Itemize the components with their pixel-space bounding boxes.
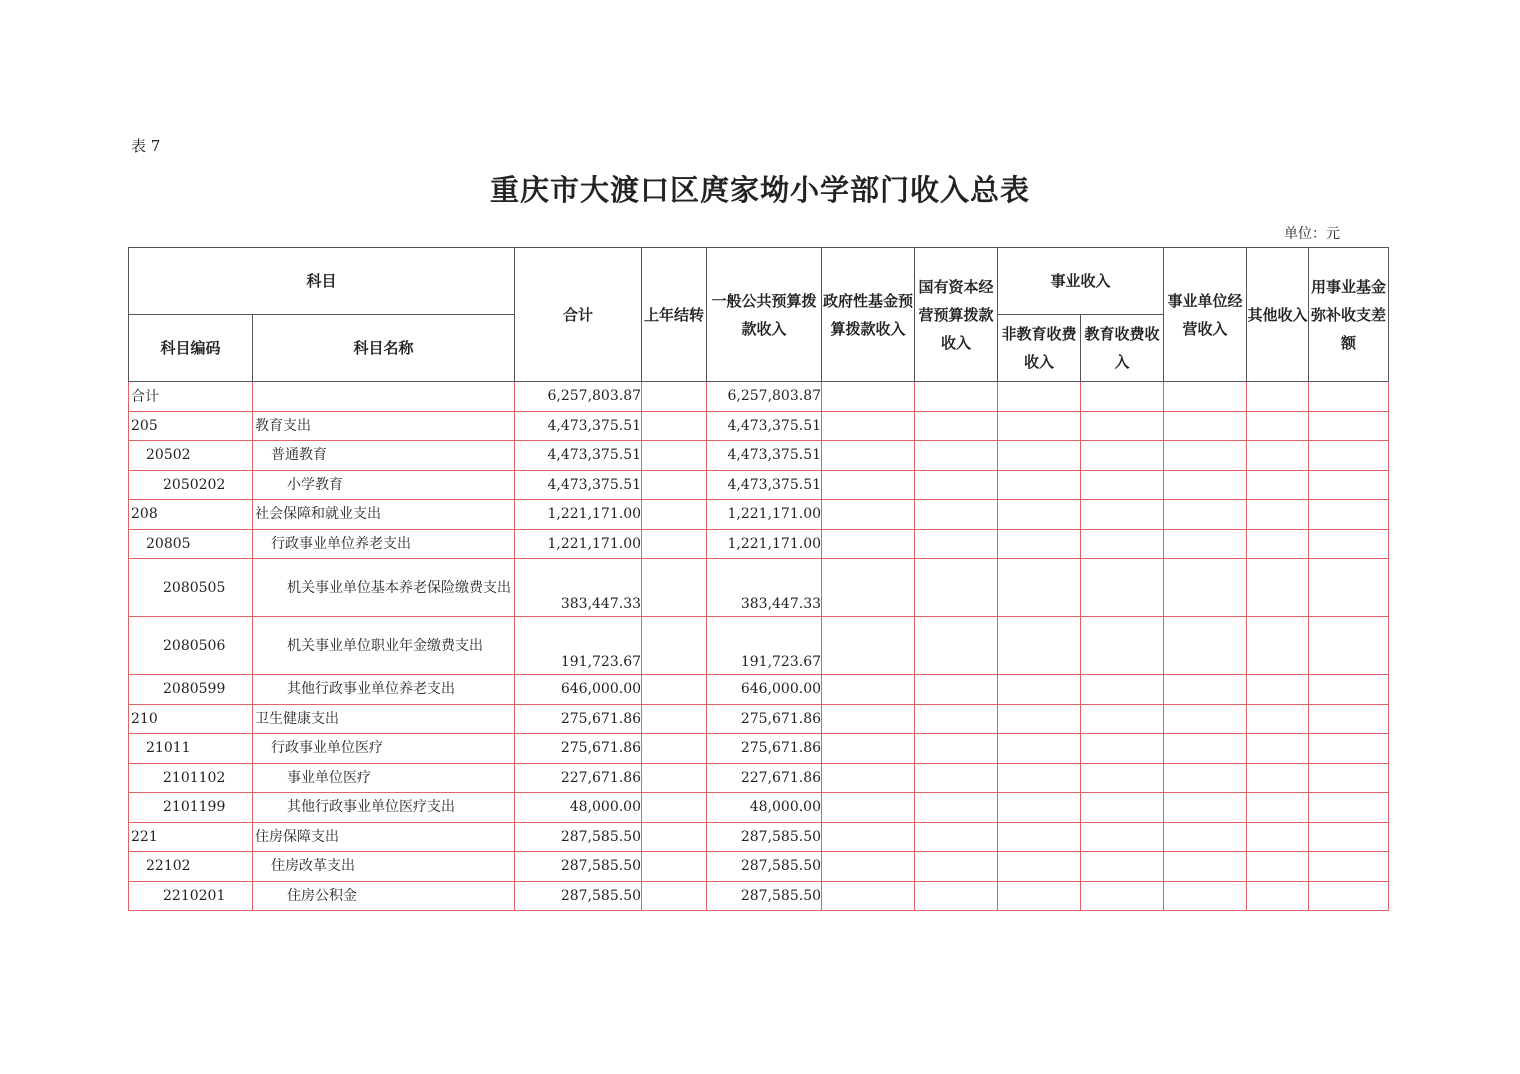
general-budget-cell: 6,257,803.87 <box>707 382 822 412</box>
total-cell: 227,671.86 <box>515 763 642 793</box>
gov-fund-cell <box>822 793 915 823</box>
gov-fund-cell <box>822 382 915 412</box>
edu-fee-cell <box>1081 881 1164 911</box>
subject-code-cell: 205 <box>129 411 253 441</box>
edu-fee-cell <box>1081 617 1164 675</box>
unit-operating-cell <box>1164 441 1247 471</box>
header-fund-balance: 用事业基金弥补收支差额 <box>1309 248 1389 382</box>
subject-code-cell: 22102 <box>129 852 253 882</box>
gov-fund-cell <box>822 617 915 675</box>
subject-name-cell <box>253 382 515 412</box>
carryover-cell <box>642 411 707 441</box>
state-capital-cell <box>915 617 998 675</box>
unit-operating-cell <box>1164 411 1247 441</box>
total-cell: 4,473,375.51 <box>515 441 642 471</box>
unit-operating-cell <box>1164 763 1247 793</box>
subject-code-cell: 2101102 <box>129 763 253 793</box>
state-capital-cell <box>915 441 998 471</box>
total-cell: 1,221,171.00 <box>515 500 642 530</box>
header-carryover: 上年结转 <box>642 248 707 382</box>
fund-balance-cell <box>1309 500 1389 530</box>
header-other: 其他收入 <box>1247 248 1309 382</box>
subject-name-cell: 机关事业单位职业年金缴费支出 <box>253 617 515 675</box>
unit-operating-cell <box>1164 881 1247 911</box>
unit-operating-cell <box>1164 822 1247 852</box>
non-edu-fee-cell <box>998 793 1081 823</box>
state-capital-cell <box>915 881 998 911</box>
gov-fund-cell <box>822 734 915 764</box>
other-income-cell <box>1247 441 1309 471</box>
gov-fund-cell <box>822 411 915 441</box>
state-capital-cell <box>915 500 998 530</box>
subject-code-cell: 208 <box>129 500 253 530</box>
other-income-cell <box>1247 382 1309 412</box>
subject-code-cell: 210 <box>129 704 253 734</box>
edu-fee-cell <box>1081 382 1164 412</box>
unit-operating-cell <box>1164 559 1247 617</box>
fund-balance-cell <box>1309 617 1389 675</box>
table-row <box>129 852 1389 882</box>
income-summary-table <box>128 247 1389 911</box>
edu-fee-cell <box>1081 793 1164 823</box>
other-income-cell <box>1247 500 1309 530</box>
gov-fund-cell <box>822 763 915 793</box>
other-income-cell <box>1247 793 1309 823</box>
edu-fee-cell <box>1081 500 1164 530</box>
subject-code-cell: 2050202 <box>129 470 253 500</box>
fund-balance-cell <box>1309 382 1389 412</box>
edu-fee-cell <box>1081 675 1164 705</box>
non-edu-fee-cell <box>998 852 1081 882</box>
subject-code-cell: 21011 <box>129 734 253 764</box>
total-cell: 646,000.00 <box>515 675 642 705</box>
fund-balance-cell <box>1309 411 1389 441</box>
table-row <box>129 500 1389 530</box>
fund-balance-cell <box>1309 822 1389 852</box>
state-capital-cell <box>915 763 998 793</box>
other-income-cell <box>1247 470 1309 500</box>
fund-balance-cell <box>1309 470 1389 500</box>
carryover-cell <box>642 822 707 852</box>
edu-fee-cell <box>1081 822 1164 852</box>
total-cell: 1,221,171.00 <box>515 529 642 559</box>
subject-name-cell: 机关事业单位基本养老保险缴费支出 <box>253 559 515 617</box>
subject-code-cell: 2080505 <box>129 559 253 617</box>
header-general-budget: 一般公共预算拨款收入 <box>707 248 822 382</box>
unit-operating-cell <box>1164 675 1247 705</box>
unit-operating-cell <box>1164 617 1247 675</box>
subject-code-cell: 20502 <box>129 441 253 471</box>
edu-fee-cell <box>1081 470 1164 500</box>
gov-fund-cell <box>822 559 915 617</box>
fund-balance-cell <box>1309 734 1389 764</box>
edu-fee-cell <box>1081 529 1164 559</box>
table-body <box>129 382 1389 911</box>
unit-label: 单位：元 <box>1284 226 1340 242</box>
other-income-cell <box>1247 411 1309 441</box>
table-row <box>129 704 1389 734</box>
non-edu-fee-cell <box>998 382 1081 412</box>
state-capital-cell <box>915 704 998 734</box>
header-undertaking: 事业收入 <box>998 248 1164 315</box>
general-budget-cell: 1,221,171.00 <box>707 529 822 559</box>
non-edu-fee-cell <box>998 734 1081 764</box>
total-cell: 275,671.86 <box>515 704 642 734</box>
subject-name-cell: 行政事业单位医疗 <box>253 734 515 764</box>
edu-fee-cell <box>1081 852 1164 882</box>
subject-name-cell: 小学教育 <box>253 470 515 500</box>
state-capital-cell <box>915 411 998 441</box>
total-cell: 48,000.00 <box>515 793 642 823</box>
gov-fund-cell <box>822 529 915 559</box>
unit-operating-cell <box>1164 470 1247 500</box>
fund-balance-cell <box>1309 675 1389 705</box>
edu-fee-cell <box>1081 411 1164 441</box>
carryover-cell <box>642 617 707 675</box>
non-edu-fee-cell <box>998 675 1081 705</box>
fund-balance-cell <box>1309 704 1389 734</box>
carryover-cell <box>642 529 707 559</box>
subject-name-cell: 社会保障和就业支出 <box>253 500 515 530</box>
total-cell: 287,585.50 <box>515 852 642 882</box>
edu-fee-cell <box>1081 441 1164 471</box>
table-row <box>129 763 1389 793</box>
general-budget-cell: 4,473,375.51 <box>707 470 822 500</box>
general-budget-cell: 191,723.67 <box>707 617 822 675</box>
edu-fee-cell <box>1081 763 1164 793</box>
total-cell: 287,585.50 <box>515 881 642 911</box>
edu-fee-cell <box>1081 734 1164 764</box>
state-capital-cell <box>915 470 998 500</box>
state-capital-cell <box>915 559 998 617</box>
fund-balance-cell <box>1309 793 1389 823</box>
subject-name-cell: 事业单位医疗 <box>253 763 515 793</box>
state-capital-cell <box>915 675 998 705</box>
subject-name-cell: 其他行政事业单位医疗支出 <box>253 793 515 823</box>
non-edu-fee-cell <box>998 822 1081 852</box>
gov-fund-cell <box>822 881 915 911</box>
other-income-cell <box>1247 881 1309 911</box>
fund-balance-cell <box>1309 529 1389 559</box>
table-row <box>129 734 1389 764</box>
fund-balance-cell <box>1309 559 1389 617</box>
state-capital-cell <box>915 822 998 852</box>
subject-code-cell: 2080599 <box>129 675 253 705</box>
table-row <box>129 411 1389 441</box>
state-capital-cell <box>915 852 998 882</box>
state-capital-cell <box>915 793 998 823</box>
subject-name-cell: 住房改革支出 <box>253 852 515 882</box>
subject-code-cell: 221 <box>129 822 253 852</box>
general-budget-cell: 4,473,375.51 <box>707 411 822 441</box>
header-gov-fund: 政府性基金预算拨款收入 <box>822 248 915 382</box>
subject-code-cell: 2080506 <box>129 617 253 675</box>
carryover-cell <box>642 500 707 530</box>
non-edu-fee-cell <box>998 441 1081 471</box>
subject-code-cell: 2101199 <box>129 793 253 823</box>
non-edu-fee-cell <box>998 411 1081 441</box>
subject-code-cell: 20805 <box>129 529 253 559</box>
table-row <box>129 822 1389 852</box>
other-income-cell <box>1247 734 1309 764</box>
gov-fund-cell <box>822 441 915 471</box>
subject-name-cell: 住房公积金 <box>253 881 515 911</box>
table-header <box>129 248 1389 382</box>
carryover-cell <box>642 793 707 823</box>
other-income-cell <box>1247 763 1309 793</box>
header-subject: 科目 <box>129 248 515 315</box>
non-edu-fee-cell <box>998 617 1081 675</box>
non-edu-fee-cell <box>998 881 1081 911</box>
header-unit-operating: 事业单位经营收入 <box>1164 248 1247 382</box>
gov-fund-cell <box>822 822 915 852</box>
carryover-cell <box>642 734 707 764</box>
other-income-cell <box>1247 822 1309 852</box>
table-row <box>129 881 1389 911</box>
other-income-cell <box>1247 529 1309 559</box>
fund-balance-cell <box>1309 441 1389 471</box>
gov-fund-cell <box>822 852 915 882</box>
other-income-cell <box>1247 852 1309 882</box>
general-budget-cell: 1,221,171.00 <box>707 500 822 530</box>
table-row <box>129 793 1389 823</box>
subject-name-cell: 教育支出 <box>253 411 515 441</box>
header-state-capital: 国有资本经营预算拨款收入 <box>915 248 998 382</box>
general-budget-cell: 383,447.33 <box>707 559 822 617</box>
general-budget-cell: 275,671.86 <box>707 704 822 734</box>
edu-fee-cell <box>1081 704 1164 734</box>
edu-fee-cell <box>1081 559 1164 617</box>
total-cell: 287,585.50 <box>515 822 642 852</box>
header-non-edu-fee: 非教育收费收入 <box>998 315 1081 382</box>
general-budget-cell: 287,585.50 <box>707 822 822 852</box>
non-edu-fee-cell <box>998 763 1081 793</box>
other-income-cell <box>1247 675 1309 705</box>
subject-name-cell: 住房保障支出 <box>253 822 515 852</box>
state-capital-cell <box>915 529 998 559</box>
carryover-cell <box>642 852 707 882</box>
gov-fund-cell <box>822 470 915 500</box>
document-title: 重庆市大渡口区庹家坳小学部门收入总表 <box>489 173 1030 207</box>
subject-name-cell: 其他行政事业单位养老支出 <box>253 675 515 705</box>
fund-balance-cell <box>1309 763 1389 793</box>
table-row <box>129 441 1389 471</box>
subject-name-cell: 行政事业单位养老支出 <box>253 529 515 559</box>
unit-operating-cell <box>1164 529 1247 559</box>
header-edu-fee: 教育收费收入 <box>1081 315 1164 382</box>
other-income-cell <box>1247 704 1309 734</box>
general-budget-cell: 287,585.50 <box>707 881 822 911</box>
non-edu-fee-cell <box>998 559 1081 617</box>
general-budget-cell: 48,000.00 <box>707 793 822 823</box>
carryover-cell <box>642 470 707 500</box>
gov-fund-cell <box>822 675 915 705</box>
table-row <box>129 675 1389 705</box>
table-row <box>129 470 1389 500</box>
unit-operating-cell <box>1164 793 1247 823</box>
table-number: 表 7 <box>131 137 161 155</box>
total-cell: 191,723.67 <box>515 617 642 675</box>
non-edu-fee-cell <box>998 704 1081 734</box>
carryover-cell <box>642 763 707 793</box>
fund-balance-cell <box>1309 852 1389 882</box>
table-row <box>129 617 1389 675</box>
subject-name-cell: 卫生健康支出 <box>253 704 515 734</box>
header-total: 合计 <box>515 248 642 382</box>
gov-fund-cell <box>822 500 915 530</box>
unit-operating-cell <box>1164 704 1247 734</box>
non-edu-fee-cell <box>998 529 1081 559</box>
total-cell: 383,447.33 <box>515 559 642 617</box>
general-budget-cell: 227,671.86 <box>707 763 822 793</box>
gov-fund-cell <box>822 704 915 734</box>
fund-balance-cell <box>1309 881 1389 911</box>
carryover-cell <box>642 441 707 471</box>
unit-operating-cell <box>1164 500 1247 530</box>
non-edu-fee-cell <box>998 470 1081 500</box>
subject-code-cell: 合计 <box>129 382 253 412</box>
carryover-cell <box>642 382 707 412</box>
header-name: 科目名称 <box>253 315 515 382</box>
carryover-cell <box>642 559 707 617</box>
unit-operating-cell <box>1164 734 1247 764</box>
total-cell: 6,257,803.87 <box>515 382 642 412</box>
total-cell: 4,473,375.51 <box>515 470 642 500</box>
total-cell: 4,473,375.51 <box>515 411 642 441</box>
subject-code-cell: 2210201 <box>129 881 253 911</box>
header-code: 科目编码 <box>129 315 253 382</box>
other-income-cell <box>1247 617 1309 675</box>
other-income-cell <box>1247 559 1309 617</box>
carryover-cell <box>642 704 707 734</box>
table-row <box>129 529 1389 559</box>
carryover-cell <box>642 881 707 911</box>
general-budget-cell: 287,585.50 <box>707 852 822 882</box>
state-capital-cell <box>915 382 998 412</box>
total-cell: 275,671.86 <box>515 734 642 764</box>
unit-operating-cell <box>1164 382 1247 412</box>
carryover-cell <box>642 675 707 705</box>
unit-operating-cell <box>1164 852 1247 882</box>
general-budget-cell: 646,000.00 <box>707 675 822 705</box>
table-row <box>129 382 1389 412</box>
general-budget-cell: 4,473,375.51 <box>707 441 822 471</box>
general-budget-cell: 275,671.86 <box>707 734 822 764</box>
state-capital-cell <box>915 734 998 764</box>
subject-name-cell: 普通教育 <box>253 441 515 471</box>
table-row <box>129 559 1389 617</box>
non-edu-fee-cell <box>998 500 1081 530</box>
